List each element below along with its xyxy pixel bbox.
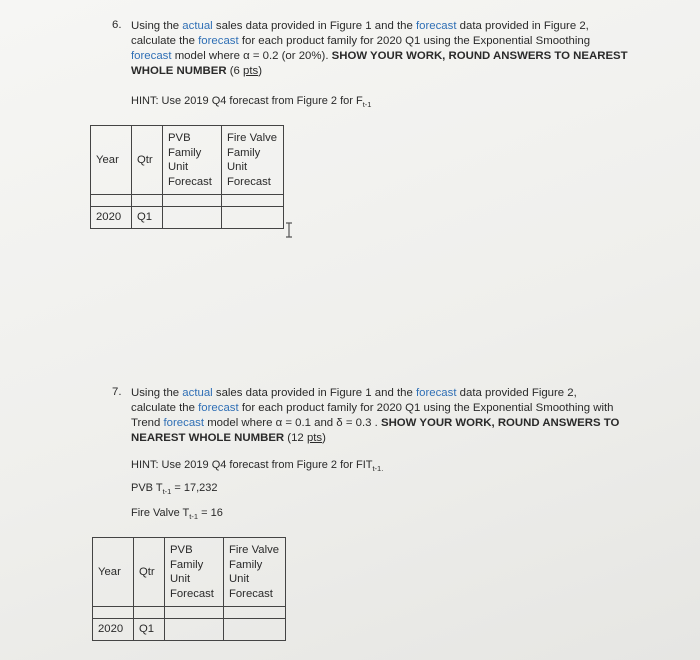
header-qtr: Qtr bbox=[132, 126, 163, 195]
question-6-text: Using the actual sales data provided in Figure 1 and the forecast data provided in Figure 2, calculate the forecast for each product family for 2020 Q1 using the Exponential Smoothing forecast model where α = 0.2 (or 20%). SHOW YOUR WORK, ROUND ANSWERS TO NEAREST WHOLE NUMBER (6 pts) bbox=[131, 20, 628, 77]
table-header-row bbox=[91, 126, 284, 195]
question-6-forecast-table bbox=[90, 125, 284, 229]
cell-year: 2020 bbox=[93, 619, 134, 641]
header-year: Year bbox=[93, 538, 134, 607]
header-fire-valve-family-forecast: Fire Valve Family Unit Forecast bbox=[222, 126, 284, 195]
cell-pvb-forecast-answer[interactable] bbox=[165, 619, 224, 641]
header-pvb-family-forecast: PVB Family Unit Forecast bbox=[163, 126, 222, 195]
question-7-forecast-table bbox=[92, 537, 286, 641]
cell-year: 2020 bbox=[91, 207, 132, 229]
question-7-hint: HINT: Use 2019 Q4 forecast from Figure 2 for $FIT_{t-1.}$ bbox=[131, 459, 384, 474]
question-6-number: 6. bbox=[112, 19, 122, 31]
question-7-number: 7. bbox=[112, 386, 122, 398]
question-7-pvb-trend: PVB $T_{t-1} = 17,232$ bbox=[131, 482, 218, 497]
cell-fire-valve-forecast-answer[interactable] bbox=[222, 207, 284, 229]
cell-qtr: Q1 bbox=[134, 619, 165, 641]
table-row bbox=[91, 207, 284, 229]
header-year: Year bbox=[91, 126, 132, 195]
header-pvb-family-forecast: PVB Family Unit Forecast bbox=[165, 538, 224, 607]
cell-pvb-forecast-answer[interactable] bbox=[163, 207, 222, 229]
header-fire-valve-family-forecast: Fire Valve Family Unit Forecast bbox=[224, 538, 286, 607]
table-header-row bbox=[93, 538, 286, 607]
i-beam-cursor-icon bbox=[284, 222, 294, 238]
question-7-fire-valve-trend: Fire Valve $T_{t-1} = 16$ bbox=[131, 507, 223, 522]
question-7-text: Using the actual sales data provided in Figure 1 and the forecast data provided Figure 2, calculate the forecast for each product family for 2020 Q1 using the Exponential Smoothing with Trend forecast model where α = 0.1 and δ = 0.3 . SHOW YOUR WORK, ROUND ANSWERS TO NEAREST WHOLE NUMBER (12 pts) bbox=[131, 387, 620, 444]
table-spacer-row bbox=[91, 195, 284, 207]
cell-qtr: Q1 bbox=[132, 207, 163, 229]
question-6-hint: HINT: Use 2019 Q4 forecast from Figure 2 for $F_{t-1}$ bbox=[131, 95, 372, 110]
cell-fire-valve-forecast-answer[interactable] bbox=[224, 619, 286, 641]
table-spacer-row bbox=[93, 607, 286, 619]
table-row bbox=[93, 619, 286, 641]
header-qtr: Qtr bbox=[134, 538, 165, 607]
